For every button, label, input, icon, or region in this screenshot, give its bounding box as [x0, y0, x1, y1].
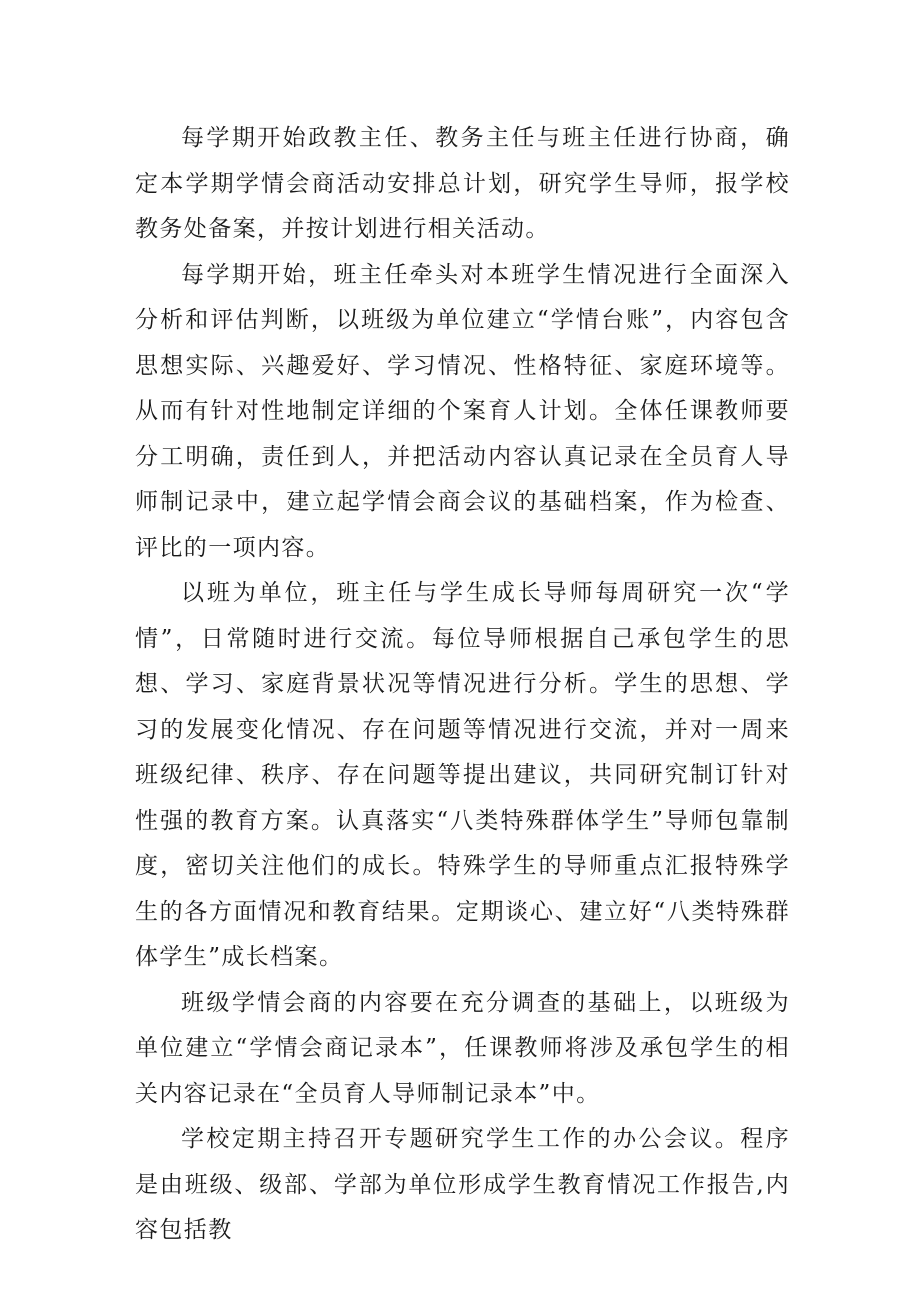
paragraph-1: 每学期开始政教主任、教务主任与班主任进行协商，确定本学期学情会商活动安排总计划，研究学生导师，报学校教务处备案，并按计划进行相关活动。	[135, 125, 790, 242]
document-body	[135, 116, 790, 1254]
paragraph-2: 每学期开始，班主任牵头对本班学生情况进行全面深入分析和评估判断，以班级为单位建立“学情台账”，内容包含思想实际、兴趣爱好、学习情况、性格特征、家庭环境等。从而有针对性地制定详细的个案育人计划。全体任课教师要分工明确，责任到人，并把活动内容认真记录在全员育人导师制记录中，建立起学情会商会议的基础档案，作为检查、评比的一项内容。	[135, 261, 790, 561]
paragraph-5: 学校定期主持召开专题研究学生工作的办公会议。程序是由班级、级部、学部为单位形成学生教育情况工作报告,内容包括教	[135, 1126, 790, 1243]
paragraph-3: 以班为单位，班主任与学生成长导师每周研究一次“学情”，日常随时进行交流。每位导师根据自己承包学生的思想、学习、家庭背景状况等情况进行分析。学生的思想、学习的发展变化情况、存在问题等情况进行交流，并对一周来班级纪律、秩序、存在问题等提出建议，共同研究制订针对性强的教育方案。认真落实“八类特殊群体学生”导师包靠制度，密切关注他们的成长。特殊学生的导师重点汇报特殊学生的各方面情况和教育结果。定期谈心、建立好“八类特殊群体学生”成长档案。	[135, 580, 790, 970]
paragraph-4: 班级学情会商的内容要在充分调查的基础上，以班级为单位建立“学情会商记录本”，任课教师将涉及承包学生的相关内容记录在“全员育人导师制记录本”中。	[135, 989, 790, 1107]
